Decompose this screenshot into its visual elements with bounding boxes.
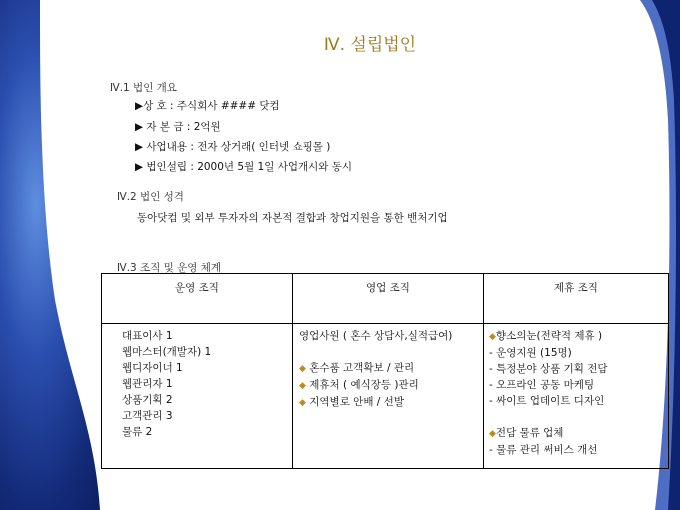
page-title: Ⅳ. 설립법인 [323, 35, 417, 55]
list-item: 웹마스터(개발자) 1 [122, 346, 212, 358]
diamond-bullet-icon: ◆ [299, 398, 306, 408]
list-item: 웹디자이너 1 [122, 362, 183, 374]
list-item: 대표이사 1 [122, 330, 173, 342]
business-line: ▶ 사업내용 : 전자 상거래( 인터넷 쇼핑몰 ) [135, 141, 331, 153]
list-item-text: 지역별로 안배 / 선발 [309, 396, 404, 408]
list-item [299, 394, 483, 411]
list-item: - 특정분야 상품 기획 전담 [489, 363, 608, 375]
sales-cell [293, 324, 484, 469]
header-partnership: 제휴 조직 [484, 274, 669, 324]
group-title-text: 향소의눈(전략적 제휴 ) [495, 330, 603, 342]
list-item: - 오프라인 공동 마케팅 [489, 379, 595, 391]
sales-top-line: 영업사원 ( 혼수 상담사,실적급여) [299, 330, 453, 342]
list-item-text: 혼수품 고객확보 / 관리 [309, 362, 415, 374]
diamond-bullet-icon: ◆ [299, 364, 306, 374]
capital-line: ▶ 자 본 금 : 2억원 [135, 121, 221, 133]
list-item: - 물류 관리 써비스 개선 [489, 444, 598, 456]
diamond-bullet-icon: ◆ [489, 429, 496, 439]
list-item: 물류 2 [122, 426, 153, 438]
diamond-bullet-icon: ◆ [489, 332, 496, 342]
list-item: - 싸이트 업데이트 디자인 [489, 395, 605, 407]
section-3-heading: Ⅳ.3 조직 및 운영 체계 [117, 262, 222, 274]
establishment-line: ▶ 법인설립 : 2000년 5월 1일 사업개시와 동시 [135, 161, 353, 173]
group-title [489, 328, 668, 345]
diamond-bullet-icon: ◆ [299, 381, 306, 391]
organization-table [101, 273, 669, 469]
header-sales: 영업 조직 [293, 274, 484, 324]
group-title-text: 전담 물류 업체 [495, 427, 564, 439]
company-name-line: ▶상 호 : 주식회사 #### 닷컴 [135, 100, 280, 112]
list-item: 상품기획 2 [122, 394, 173, 406]
section-2-body: 동아닷컴 및 외부 투자자의 자본적 결합과 창업지원을 통한 밴처기업 [137, 212, 448, 224]
group-title [489, 425, 668, 442]
list-item: 고객관리 3 [122, 410, 173, 422]
list-item-text: 제휴처 ( 예식장등 )관리 [309, 379, 419, 391]
operations-cell [102, 324, 293, 469]
list-item: - 운영지원 (15명) [489, 347, 572, 359]
list-item [299, 377, 483, 394]
section-1-heading: Ⅳ.1 법인 개요 [110, 82, 177, 94]
list-item [299, 360, 483, 377]
header-operations: 운영 조직 [102, 274, 293, 324]
list-item: 웹관리자 1 [122, 378, 173, 390]
section-2-heading: Ⅳ.2 법인 성격 [117, 191, 184, 203]
partnership-cell [484, 324, 669, 469]
